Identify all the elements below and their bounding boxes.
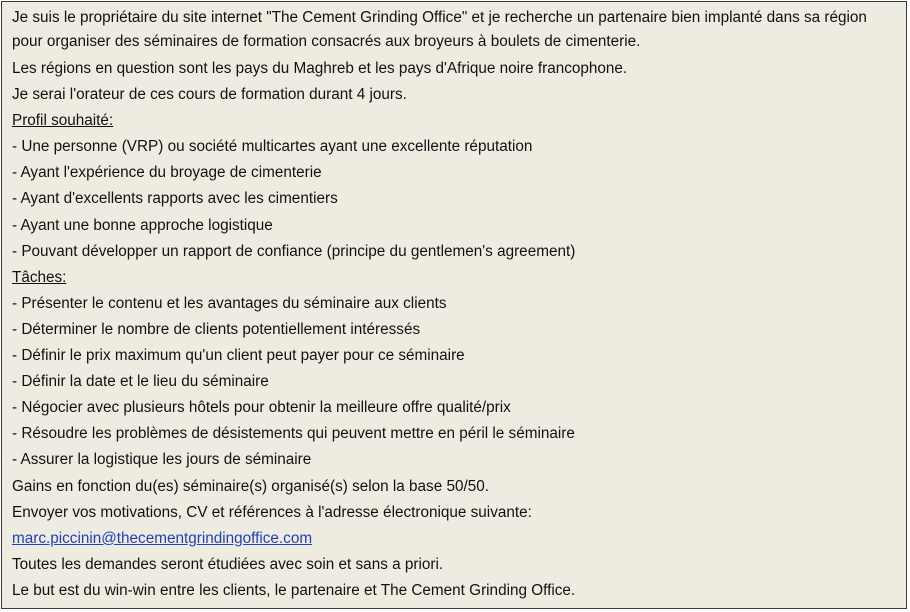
task-item: - Résoudre les problèmes de désistements qui peuvent mettre en péril le séminaire — [12, 425, 575, 443]
email-link[interactable]: marc.piccinin@thecementgrindingoffice.com — [12, 529, 313, 547]
email-row — [12, 526, 906, 552]
regions-text: Les régions en question sont les pays du Maghreb et les pays d'Afrique noire francophone. — [12, 60, 628, 77]
task-item: - Définir le prix maximum qu'un client peut payer pour ce séminaire — [12, 347, 465, 365]
task-item: - Assurer la logistique les jours de séminaire — [12, 451, 312, 469]
profile-item: - Une personne (VRP) ou société multicartes ayant une excellente réputation — [12, 138, 533, 156]
goal-text: Le but est du win-win entre les clients, le partenaire et The Cement Grinding Office. — [12, 581, 576, 599]
speaker-text: Je serai l'orateur de ces cours de formation durant 4 jours. — [12, 86, 407, 104]
tasks-heading: Tâches: — [12, 268, 67, 286]
send-instructions: Envoyer vos motivations, CV et références à l'adresse électronique suivante: — [12, 503, 532, 521]
announcement-box — [1, 1, 907, 609]
earnings-text: Gains en fonction du(es) séminaire(s) organisé(s) selon la base 50/50. — [12, 477, 489, 495]
task-item: - Déterminer le nombre de clients potentiellement intéressés — [12, 320, 421, 338]
profile-heading: Profil souhaité: — [12, 112, 114, 130]
profile-item: - Pouvant développer un rapport de confiance (principe du gentlemen's agreement) — [12, 242, 576, 260]
task-item: - Définir la date et le lieu du séminaire — [12, 373, 269, 391]
task-item: - Présenter le contenu et les avantages du séminaire aux clients — [12, 294, 447, 312]
profile-item: - Ayant d'excellents rapports avec les cimentiers — [12, 190, 338, 208]
review-text: Toutes les demandes seront étudiées avec soin et sans a priori. — [12, 555, 444, 573]
profile-item: - Ayant une bonne approche logistique — [12, 216, 273, 234]
intro-text: Je suis le propriétaire du site internet "The Cement Grinding Office" et je recherche un partenaire bien implanté dans sa région pour organiser des séminaires de formation consacrés aux broyeurs à boulets de cimenterie. — [12, 9, 867, 50]
task-item: - Négocier avec plusieurs hôtels pour obtenir la meilleure offre qualité/prix — [12, 399, 511, 417]
profile-item: - Ayant l'expérience du broyage de cimenterie — [12, 164, 322, 182]
